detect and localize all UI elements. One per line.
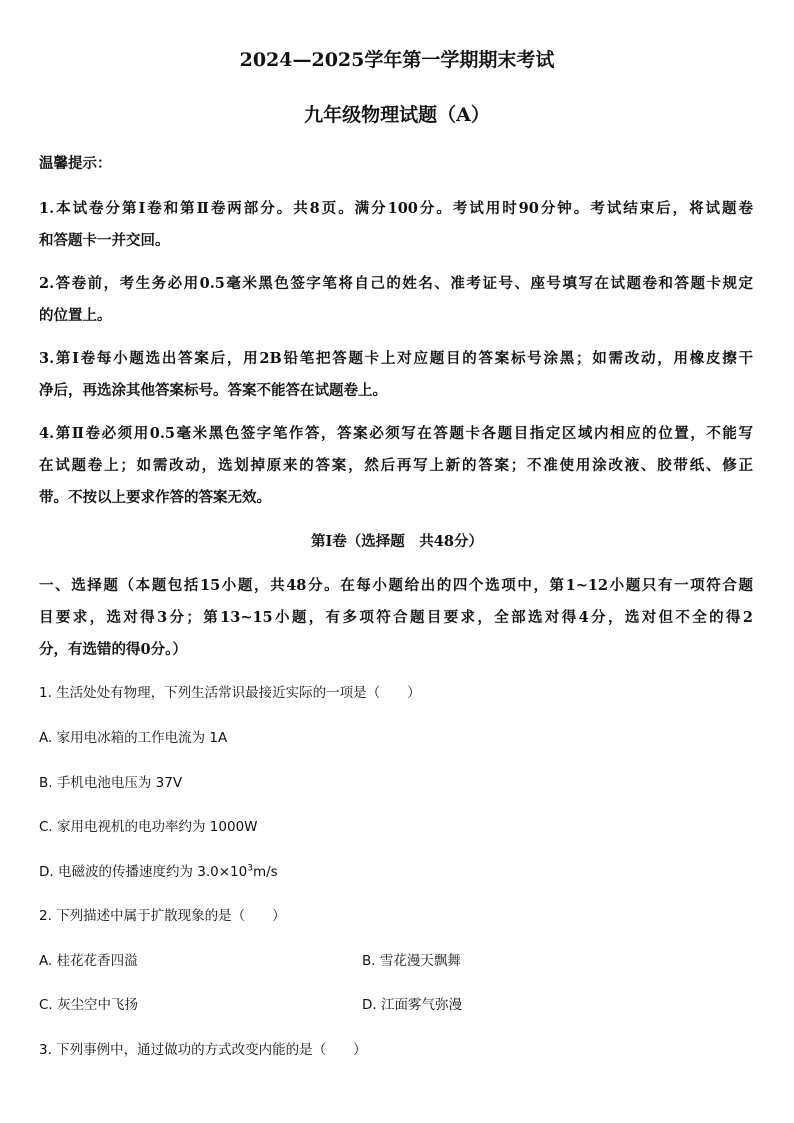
exam-subtitle: 九年级物理试题（A） — [304, 104, 490, 126]
tip-4-line-1: 4.第Ⅱ卷必须用0.5毫米黑色签字笔作答，答案必须写在答题卡各题目指定区域内相应的位置，不能写 — [39, 425, 753, 442]
tip-3-line-2: 净后，再选涂其他答案标号。答案不能答在试题卷上。 — [39, 382, 387, 399]
question-1-option-b: B. 手机电池电压为 37V — [39, 775, 183, 791]
question-2-option-a: A. 桂花花香四溢 — [39, 953, 138, 969]
part-1-title: 第Ⅰ卷（选择题 共48分） — [311, 533, 483, 550]
question-2-option-d: D. 江面雾气弥漫 — [362, 997, 462, 1013]
tip-3-line-1: 3.第Ⅰ卷每小题选出答案后，用2B铅笔把答题卡上对应题目的答案标号涂黑；如需改动，用橡皮擦干 — [39, 350, 753, 367]
question-2-option-c: C. 灰尘空中飞扬 — [39, 997, 139, 1013]
question-2-stem: 2. 下列描述中属于扩散现象的是（ ） — [39, 908, 286, 924]
question-2-option-b: B. 雪花漫天飘舞 — [362, 953, 461, 969]
tips-heading: 温馨提示： — [39, 155, 112, 172]
tip-2-line-2: 的位置上。 — [39, 307, 112, 324]
tip-4-line-2: 在试题卷上；如需改动，选划掉原来的答案，然后再写上新的答案；不准使用涂改液、胶带纸、修正 — [39, 457, 753, 474]
question-1-option-c: C. 家用电视机的电功率约为 1000W — [39, 819, 258, 835]
tip-4-line-3: 带。不按以上要求作答的答案无效。 — [39, 489, 271, 506]
tip-2-line-1: 2.答卷前，考生务必用0.5毫米黑色签字笔将自己的姓名、准考证号、座号填写在试题卷和答题卡规定 — [39, 275, 753, 292]
exponent: 3 — [247, 863, 253, 874]
question-3-stem: 3. 下列事例中，通过做功的方式改变内能的是（ ） — [39, 1042, 367, 1058]
question-1-option-d-text: D. 电磁波的传播速度约为 3.0×10 — [39, 864, 248, 880]
part-1-instruction-line-1: 一、选择题（本题包括15小题，共48分。在每小题给出的四个选项中，第1~12小题只有一项符合题 — [39, 577, 753, 594]
tip-1-line-1: 1.本试卷分第Ⅰ卷和第Ⅱ卷两部分。共8页。满分100分。考试用时90分钟。考试结束后，将试题卷 — [39, 200, 753, 217]
question-1-option-d-unit: m/s — [252, 864, 278, 880]
part-1-instruction-line-3: 分，有选错的得0分。） — [39, 641, 187, 658]
question-1-option-a: A. 家用电冰箱的工作电流为 1A — [39, 730, 228, 746]
question-1-stem: 1. 生活处处有物理，下列生活常识最接近实际的一项是（ ） — [39, 685, 421, 701]
tip-1-line-2: 和答题卡一并交回。 — [39, 232, 170, 249]
exam-title: 2024—2025学年第一学期期末考试 — [239, 49, 555, 71]
question-1-option-d — [39, 863, 278, 881]
part-1-instruction-line-2: 目要求，选对得3分；第13~15小题，有多项符合题目要求，全部选对得4分，选对但不全的得2 — [39, 609, 753, 626]
